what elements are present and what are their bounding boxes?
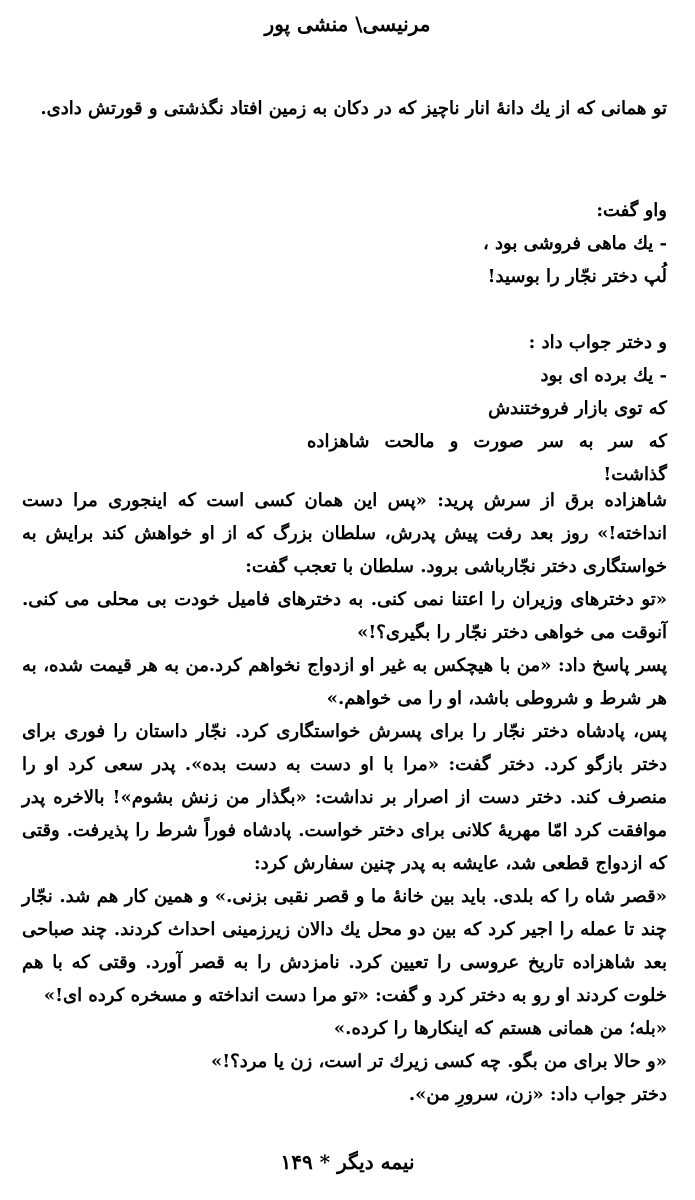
poem-line: واو گفت:: [596, 200, 667, 221]
story-paragraph: «قصر شاه را که بلدی. باید بین خانهٔ ما و قصر نقبی بزنی.» و همین کار هم شد. نجّار چند تا عمله را اجیر کرد که بین دو محل یك دالان زیرزمینی احداث کردند. چند صباحی بعد شاهزاده تاریخ عروسی را تعیین کرد. نامزدش را به قصر آورد. وقتی که با هم خلوت کردند او رو به دختر کرد و گفت: «تو مرا دست انداخته و مسخره کرده ای!»: [22, 886, 667, 1006]
poem-line: که سر به سر صورت و مالحت شاهزاده گذاشت!: [307, 431, 667, 485]
story-body: [22, 484, 667, 1111]
dialog-line: «بله؛ من همانی هستم که اینکارها را کرده.»: [333, 1018, 667, 1039]
page-footer: نیمه دیگر * ۱۴۹: [280, 1150, 415, 1174]
dialog-line: «و حالا برای من بگو. چه کسی زیرك تر است، زن یا مرد؟!»: [211, 1051, 667, 1072]
story-paragraph: پس، پادشاه دختر نجّار را برای پسرش خواستگاری کرد. نجّار داستان را فوری برای دختر بازگو کرد. دختر گفت: «مرا با او دست به دست بده». پدر سعی کرد او را منصرف کند. دختر دست از اصرار بر نداشت: «بگذار من زنش بشوم»! بالاخره پدر موافقت کرد امّا مهریهٔ کلانی برای دختر خواست. پادشاه فوراً شرط را پذیرفت. وقتی که ازدواج قطعی شد، عایشه به پدر چنین سفارش کرد:: [22, 721, 667, 874]
story-paragraph: پسر پاسخ داد: «من با هیچکس به غیر او ازدواج نخواهم کرد.من به هر قیمت شده، به هر شرط و شروطی باشد، او را می خواهم.»: [22, 655, 667, 709]
poem-stanza-2: [307, 326, 667, 491]
story-paragraph: «تو دخترهای وزیران را اعتنا نمی کنی. به دخترهای فامیل خودت بی محلی می کنی. آنوقت می خواهی دختر نجّار را بگیری؟!»: [22, 589, 667, 643]
poem-stanza-1: [367, 194, 667, 293]
dialog-line: دختر جواب داد: «زن، سرورِ من».‌: [408, 1084, 667, 1105]
poem-line: و دختر جواب داد :: [528, 332, 667, 353]
poem-line: لُپ دختر نجّار را بوسید!: [487, 266, 667, 287]
intro-paragraph: [22, 92, 667, 125]
story-paragraph: شاهزاده برق از سرش پرید: «پس این همان کسی است که اینجوری مرا دست انداخته!» روز بعد رفت پیش پدرش، سلطان بزرگ که از او خواهش کند برایش به خواستگاری دختر نجّارباشی برود. سلطان با تعجب گفت:: [22, 490, 667, 577]
poem-line: - یك برده ای بود: [540, 365, 667, 386]
poem-line: - یك ماهی فروشی بود ،: [482, 233, 667, 254]
poem-line: که توی بازار فروختندش: [488, 398, 667, 419]
running-header: مرنیسی\ منشی پور: [264, 12, 431, 36]
intro-text: تو همانی که از یك دانهٔ انار ناچیز که در دکان به زمین افتاد نگذشتی و قورتش دادی.: [40, 98, 667, 119]
